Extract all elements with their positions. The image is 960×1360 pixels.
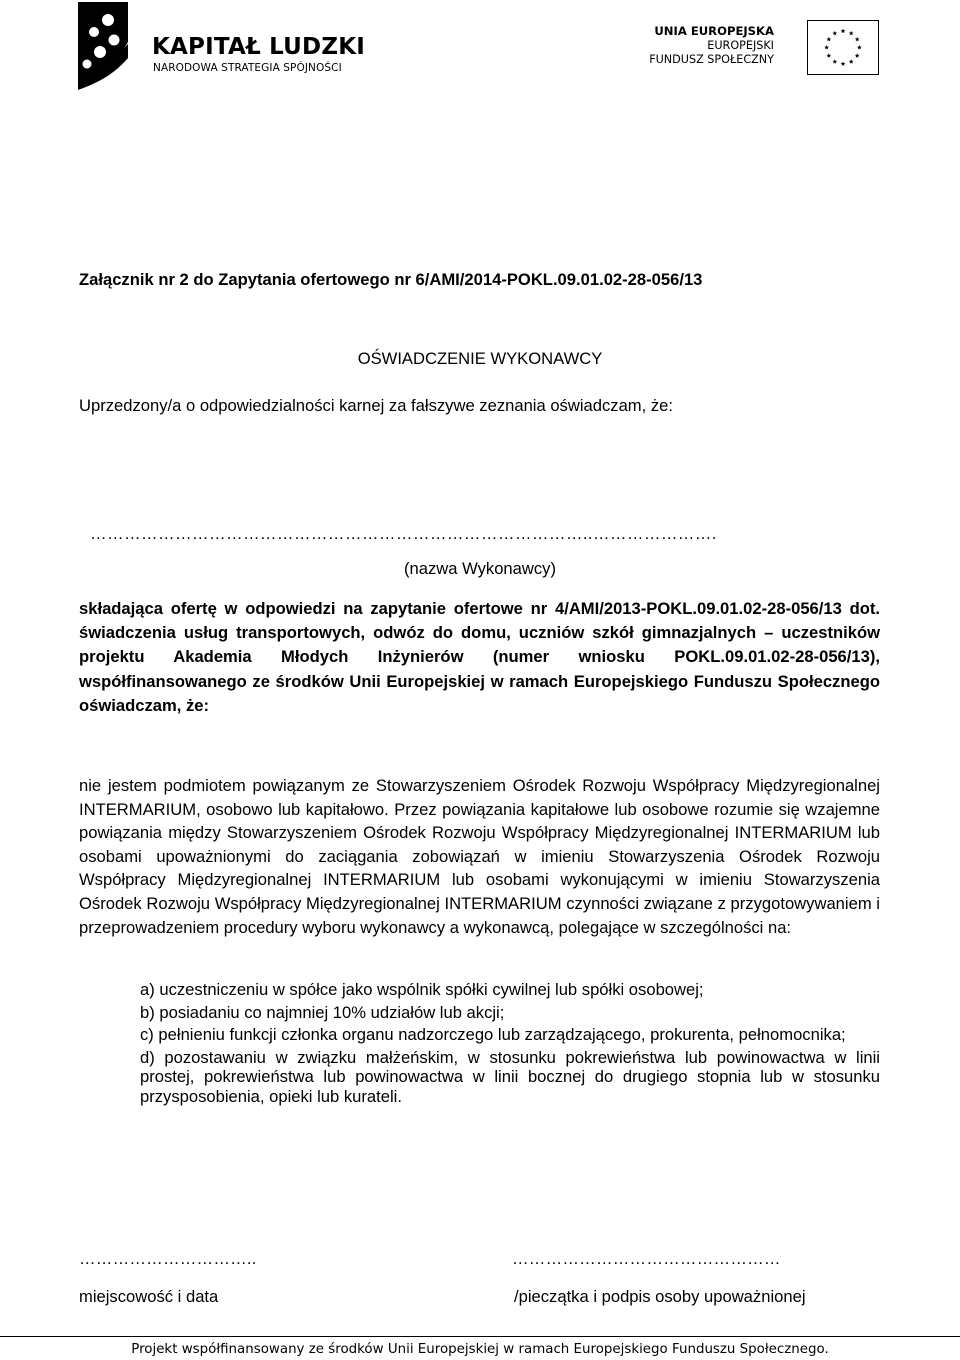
- reference-heading: Załącznik nr 2 do Zapytania ofertowego nr 6/AMI/2014-POKL.09.01.02-28-056/13: [79, 270, 703, 289]
- kapital-ludzki-logo: [74, 2, 374, 92]
- eu-star-icon: [832, 59, 837, 64]
- place-date-label: miejscowość i data: [79, 1287, 219, 1306]
- eu-star-icon: [841, 29, 846, 34]
- intro-statement: Uprzedzony/a o odpowiedzialności karnej za fałszywe zeznania oświadczam, że:: [79, 396, 673, 415]
- main-declaration-paragraph: nie jestem podmiotem powiązanym ze Stowarzyszeniem Ośrodek Rozwoju Współpracy Międzyregionalnej INTERMARIUM, osobowo lub kapitałowo. Przez powiązania kapitałowe lub osobowe rozumie się wzajemne powiązania między Stowarzyszeniem Ośrodek Rozwoju Współpracy Międzyregionalnej INTERMARIUM lub osobami upoważnionymi do zaciągania zobowiązań w imieniu Stowarzyszenia Ośrodek Rozwoju Współpracy Międzyregionalnej INTERMARIUM lub osobami wykonującymi w imieniu Stowarzyszenia Ośrodek Rozwoju Współpracy Międzyregionalnej INTERMARIUM czynności związane z przygotowywaniem i przeprowadzeniem procedury wyboru wykonawcy a wykonawcą, polegające w szczególności na:: [79, 776, 880, 937]
- eu-star-icon: [826, 53, 831, 58]
- list-item: b) posiadaniu co najmniej 10% udziałów lub akcji;: [140, 1002, 505, 1022]
- eu-star-icon: [849, 31, 854, 36]
- eu-star-icon: [855, 53, 860, 58]
- eu-logo: [649, 20, 886, 80]
- company-name-field: ……………………………………………………………………………..………………….: [90, 524, 717, 543]
- relationship-list: [140, 980, 880, 1109]
- eu-flag-icon: [807, 20, 879, 75]
- eu-logo-text: [649, 24, 774, 68]
- declaration-title: OŚWIADCZENIE WYKONAWCY: [357, 349, 603, 368]
- kapital-ludzki-subtitle: NARODOWA STRATEGIA SPÓJNOŚCI: [153, 62, 342, 74]
- list-item: c) pełnieniu funkcji członka organu nadzorczego lub zarządzającego, prokurenta, pełnomocnika;: [140, 1025, 846, 1044]
- eu-logo-line3: FUNDUSZ SPOŁECZNY: [649, 53, 774, 66]
- eu-star-icon: [855, 37, 860, 42]
- footer-divider: [0, 1336, 960, 1337]
- eu-logo-line2: EUROPEJSKI: [707, 38, 774, 52]
- list-item: a) uczestniczeniu w spółce jako wspólnik spółki cywilnej lub spółki osobowej;: [140, 980, 704, 999]
- eu-star-icon: [849, 59, 854, 64]
- company-name-caption: (nazwa Wykonawcy): [403, 559, 556, 578]
- signature-field: …………………………………………: [512, 1249, 781, 1268]
- kapital-ludzki-emblem-icon: [74, 2, 132, 90]
- eu-star-icon: [824, 45, 829, 50]
- list-item: d) pozostawaniu w związku małżeńskim, w stosunku pokrewieństwa lub powinowactwa w linii prostej, pokrewieństwa lub powinowactwa w linii bocznej do drugiego stopnia lub w stosunku przysposobienia, opieki lub kurateli.: [140, 1047, 880, 1106]
- footer-note: Projekt współfinansowany ze środków Unii Europejskiej w ramach Europejskiego Funduszu Społecznego.: [131, 1342, 829, 1357]
- eu-star-icon: [857, 45, 862, 50]
- eu-star-icon: [832, 31, 837, 36]
- eu-star-icon: [826, 37, 831, 42]
- eu-star-icon: [841, 61, 846, 66]
- place-date-field: …………………………..: [79, 1249, 257, 1268]
- eu-logo-line1: UNIA EUROPEJSKA: [654, 24, 774, 38]
- offer-paragraph: składająca ofertę w odpowiedzi na zapytanie ofertowe nr 4/AMI/2013-POKL.09.01.02-28-056/13 dot. świadczenia usług transportowych, odwóz do domu, uczniów szkół gimnazjalnych – uczestników projektu Akademia Młodych Inżynierów (numer wniosku POKL.09.01.02-28-056/13), współfinansowanego ze środków Unii Europejskiej w ramach Europejskiego Funduszu Społecznego oświadczam, że:: [79, 599, 880, 715]
- stamp-signature-label: /pieczątka i podpis osoby upoważnionej: [514, 1287, 806, 1306]
- kapital-ludzki-title: KAPITAŁ LUDZKI: [152, 34, 365, 60]
